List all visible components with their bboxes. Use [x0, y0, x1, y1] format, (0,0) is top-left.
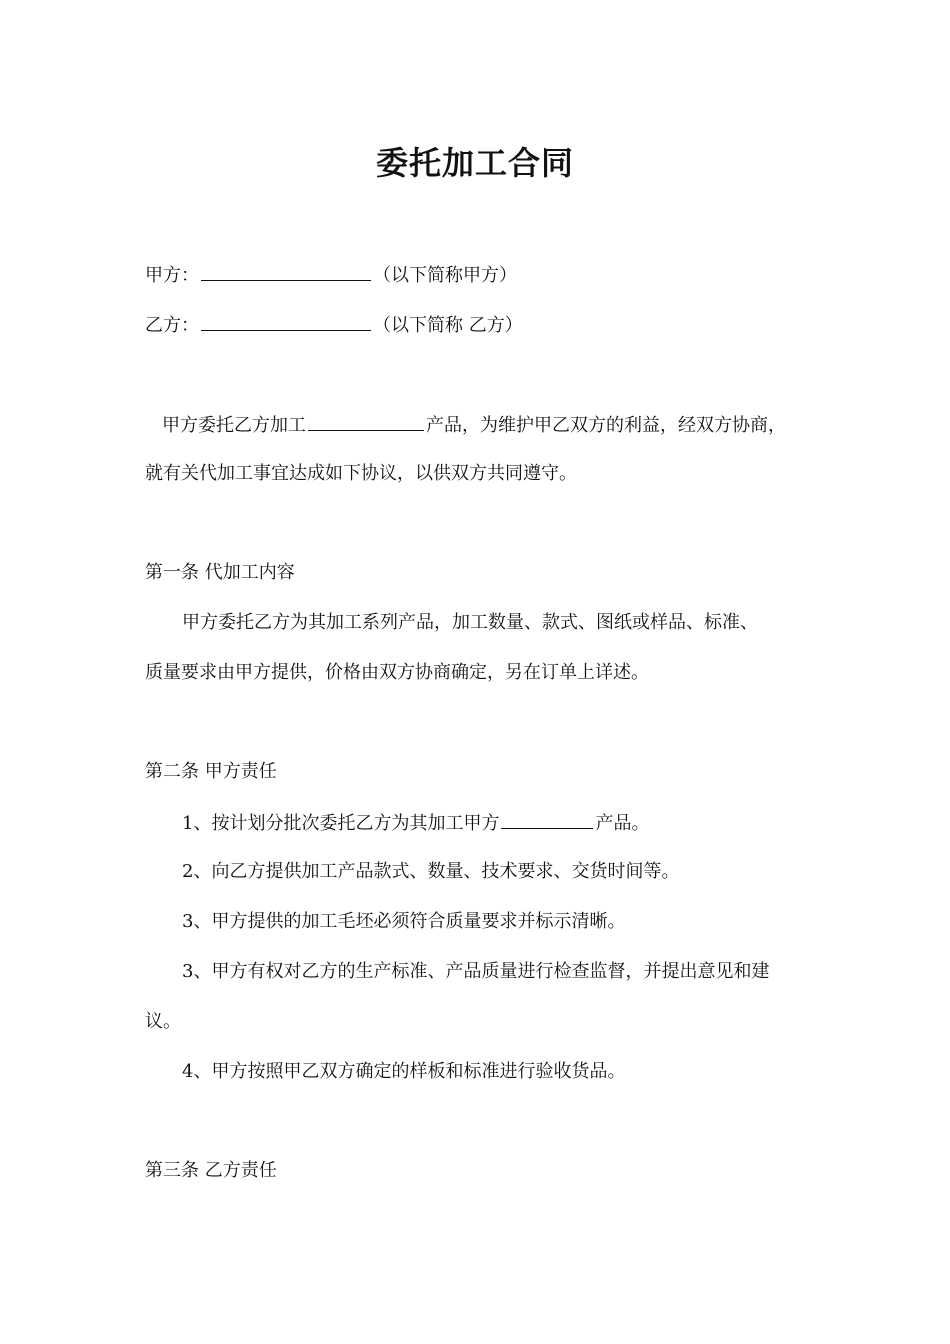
party-b-blank	[201, 312, 371, 331]
article2-item-4-line-2: 议。	[145, 1011, 181, 1032]
party-a-suffix: （以下简称甲方）	[373, 265, 517, 286]
article2-item-4-line-1: 3、甲方有权对乙方的生产标准、产品质量进行检查监督，并提出意见和建	[182, 961, 770, 982]
article1-line-1: 甲方委托乙方为其加工系列产品，加工数量、款式、图纸或样品、标准、	[182, 612, 758, 633]
article2-heading: 第二条 甲方责任	[145, 761, 277, 782]
article2-item-1-suffix: 产品。	[595, 813, 650, 834]
party-b-line	[145, 312, 523, 338]
party-a-blank	[201, 262, 371, 281]
article3-heading: 第三条 乙方责任	[145, 1160, 277, 1181]
preamble-prefix: 甲方委托乙方加工	[162, 415, 306, 436]
party-b-label: 乙方：	[145, 315, 199, 336]
preamble-line-2: 就有关代加工事宜达成如下协议，以供双方共同遵守。	[145, 463, 577, 484]
article2-item-5: 4、甲方按照甲乙双方确定的样板和标准进行验收货品。	[182, 1061, 626, 1082]
article2-item-1	[182, 810, 649, 836]
article2-item-2: 2、向乙方提供加工产品款式、数量、技术要求、交货时间等。	[182, 861, 680, 882]
article2-item-1-prefix: 1、按计划分批次委托乙方为其加工甲方	[182, 813, 500, 834]
article1-heading: 第一条 代加工内容	[145, 562, 295, 583]
party-a-label: 甲方：	[145, 265, 199, 286]
article2-product-blank	[501, 810, 593, 829]
preamble-line-1	[162, 412, 786, 438]
party-b-suffix: （以下简称 乙方）	[373, 315, 523, 336]
preamble-product-blank	[308, 412, 424, 431]
document-title: 委托加工合同	[375, 144, 574, 182]
article1-line-2: 质量要求由甲方提供，价格由双方协商确定，另在订单上详述。	[145, 662, 649, 683]
preamble-suffix: 产品，为维护甲乙双方的利益，经双方协商，	[426, 415, 786, 436]
article2-item-3: 3、甲方提供的加工毛坯必须符合质量要求并标示清晰。	[182, 911, 626, 932]
party-a-line	[145, 262, 517, 288]
